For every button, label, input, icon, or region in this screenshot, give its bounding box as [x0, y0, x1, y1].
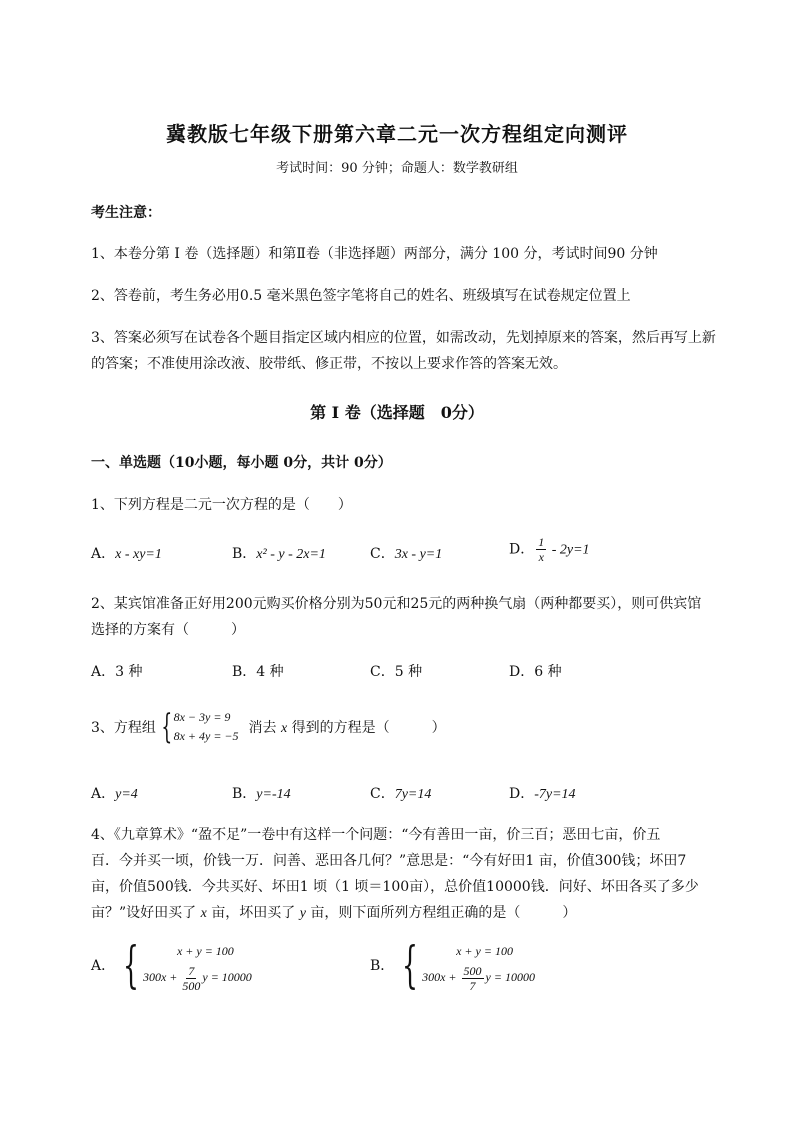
note-3-line1: 3、答案必须写在试卷各个题目指定区域内相应的位置，如需改动，先划掉原来的答案，然后再写上新: [91, 330, 716, 346]
q4-var-x: x: [200, 906, 207, 921]
option-label: A．: [91, 957, 116, 974]
fraction-numerator: 7: [188, 963, 195, 978]
brace-icon: {: [402, 935, 419, 994]
option-label: C．: [370, 546, 395, 562]
option-label: B．: [232, 786, 257, 802]
fraction-denominator: 7: [469, 978, 476, 993]
option-expr: x - xy=1: [115, 547, 162, 562]
q2-option-b[interactable]: B．4 种: [232, 664, 284, 680]
equation-system: [115, 935, 252, 994]
fraction: [536, 536, 546, 563]
part1-heading: 一、单选题（10小题，每小题 0分，共计 0分）: [91, 455, 392, 471]
q4-line4-b: 亩，坏田买了: [206, 905, 300, 921]
q3-option-a[interactable]: [91, 783, 138, 803]
brace-icon: {: [123, 935, 139, 994]
option-expr: - 2y=1: [548, 542, 590, 558]
fraction-denominator: x: [538, 550, 544, 564]
option-expr: y=-14: [256, 787, 291, 802]
q3-option-d[interactable]: [509, 783, 576, 803]
option-label: B．: [232, 546, 257, 562]
q4-line4-a: 亩？”设好田买了: [91, 905, 201, 921]
option-expr: -7y=14: [534, 787, 576, 802]
q1-option-c[interactable]: [370, 543, 442, 563]
option-expr: x² - y - 2x=1: [256, 547, 326, 562]
q2-option-d[interactable]: D．6 种: [509, 664, 562, 680]
q4-stem-line3: 亩，价值500钱．今共买好、坏田1 顷（1 顷＝100亩），总价值10000钱．问好、坏田各买了多少: [91, 879, 699, 895]
q3-option-c[interactable]: [370, 783, 431, 803]
q4-stem-line2: 百．今并买一顷，价钱一万．问善、恶田各几何？”意思是：“今有好田1 亩，价值300钱；坏田7: [91, 853, 687, 869]
q3-option-b[interactable]: [232, 783, 291, 803]
fraction-numerator: 500: [463, 963, 482, 978]
q1-stem: 1、下列方程是二元一次方程的是（ ）: [91, 497, 352, 513]
eq2-post: y = 10000: [485, 970, 535, 984]
exam-title: 冀教版七年级下册第六章二元一次方程组定向测评: [166, 122, 628, 146]
q3-suffix-pre: 消去: [248, 720, 281, 736]
option-label: D．: [509, 786, 535, 802]
brace-icon: {: [161, 707, 173, 747]
exam-subtitle: 考试时间：90 分钟；命题人：数学教研组: [276, 161, 518, 176]
q3-suffix-post: 得到的方程是（ ）: [287, 720, 446, 736]
equation-system: [156, 708, 239, 746]
note-2: 2、答卷前，考生务必用0.5 毫米黑色签字笔将自己的姓名、班级填写在试卷规定位置上: [91, 288, 631, 304]
q2-option-c[interactable]: C．5 种: [370, 664, 423, 680]
fraction-denominator: 500: [182, 978, 201, 993]
q2-stem-line1: 2、某宾馆准备正好用200元购买价格分别为50元和25元的两种换气扇（两种都要买），则可供宾馆: [91, 596, 702, 612]
section-title: 第 I 卷（选择题 0分）: [310, 403, 484, 422]
q1-option-d[interactable]: [509, 536, 590, 563]
q4-option-b[interactable]: [370, 935, 535, 994]
system-eq1: 8x − 3y = 9: [173, 710, 231, 724]
system-eq2: [422, 964, 535, 992]
q3-stem: [91, 708, 446, 746]
fraction: [462, 965, 484, 992]
q2-stem-line2: 选择的方案有（ ）: [91, 622, 245, 638]
note-1: 1、本卷分第 I 卷（选择题）和第Ⅱ卷（非选择题）两部分，满分 100 分，考试时间90 分钟: [91, 246, 658, 262]
option-expr: 3x - y=1: [394, 547, 443, 562]
eq2-pre: 300x +: [142, 970, 181, 984]
equation-system: [394, 935, 535, 994]
option-label: D．: [509, 541, 535, 558]
system-eq1: x + y = 100: [456, 944, 513, 958]
q4-stem-line1: 4、《九章算术》“盈不足”一卷中有这样一个问题：“今有善田一亩，价三百；恶田七亩，价五: [91, 827, 661, 843]
notes-heading: 考生注意：: [91, 205, 161, 221]
q4-stem-line4: [91, 902, 576, 922]
q4-line4-c: 亩，则下面所列方程组正确的是（ ）: [305, 905, 577, 921]
eq2-post: y = 10000: [202, 970, 252, 984]
fraction: [182, 965, 200, 992]
option-label: B．: [370, 957, 395, 974]
q2-option-a[interactable]: A．3 种: [91, 664, 143, 680]
q4-option-a[interactable]: [91, 935, 252, 994]
system-eq2: [143, 964, 252, 992]
system-eq1: x + y = 100: [176, 944, 234, 958]
system-eq2: 8x + 4y = −5: [173, 729, 239, 743]
q3-prefix: 3、方程组: [91, 720, 156, 736]
q3-suffix: [249, 717, 446, 737]
q3-suffix-var: x: [280, 721, 288, 736]
option-label: A．: [91, 546, 116, 562]
fraction-numerator: 1: [538, 535, 545, 549]
option-label: C．: [370, 786, 395, 802]
option-expr: y=4: [115, 787, 138, 802]
q4-var-y: y: [299, 906, 306, 921]
option-label: A．: [91, 786, 116, 802]
q1-option-b[interactable]: [232, 543, 326, 563]
note-3-line2: 的答案；不准使用涂改液、胶带纸、修正带，不按以上要求作答的答案无效。: [91, 356, 567, 372]
option-expr: 7y=14: [394, 787, 432, 802]
eq2-pre: 300x +: [422, 970, 460, 984]
q1-option-a[interactable]: [91, 543, 162, 563]
